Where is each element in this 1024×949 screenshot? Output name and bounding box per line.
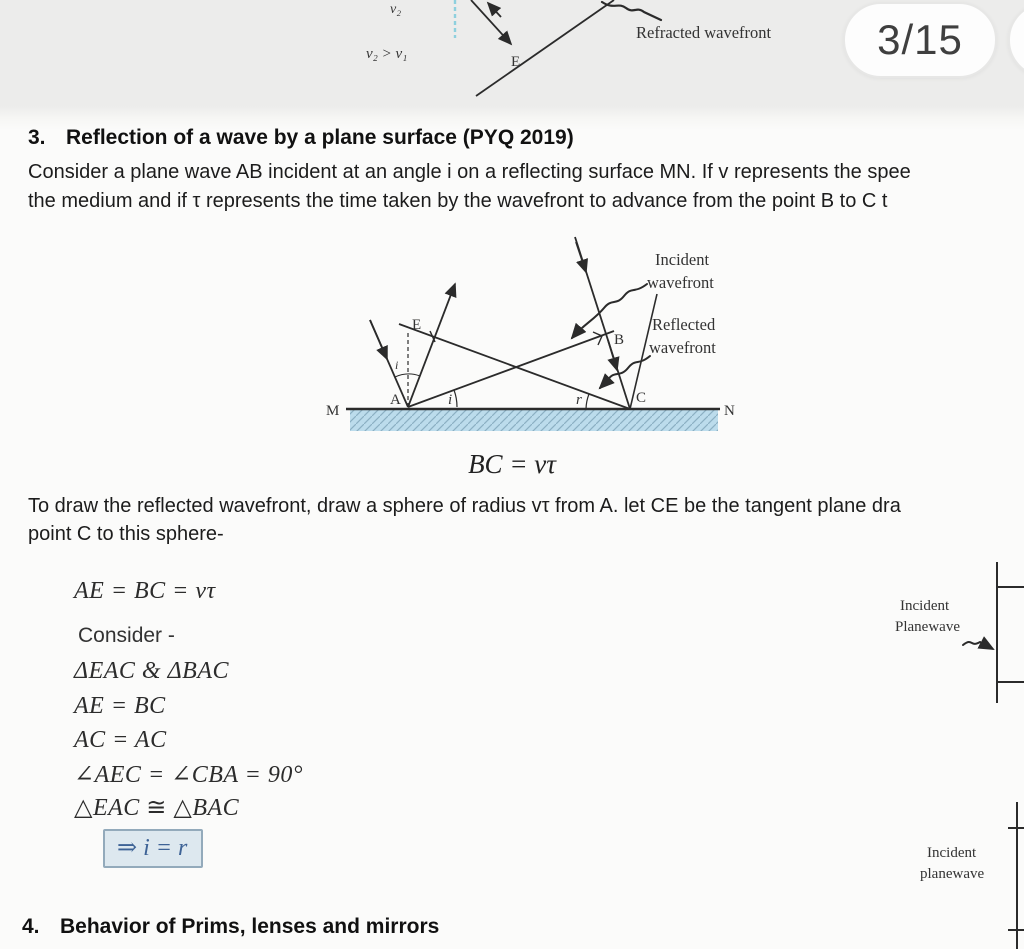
derivation-line: △EAC ≅ △BAC — [74, 795, 240, 821]
incident-wavefront-AB — [408, 331, 614, 407]
reflected-wavefront-CE — [399, 324, 630, 409]
label-C: C — [636, 390, 647, 406]
velocity-relation-label: v₂ > v₁ — [366, 46, 408, 62]
incident-planewave-label-2: planewave — [920, 866, 985, 882]
incident-wavefront-label-2: wavefront — [647, 273, 714, 292]
section4-title: Behavior of Prims, lenses and mirrors — [60, 915, 440, 938]
paragraph-line: To draw the reflected wavefront, draw a sphere of radius vτ from A. let CE be the tangent plane dra — [28, 495, 901, 517]
label-angle-i: i — [448, 392, 453, 408]
label-E: E — [412, 317, 422, 333]
reflected-ray-A — [408, 284, 455, 407]
section4-number: 4. — [22, 915, 40, 938]
incident-ray-BC-arrow1 — [576, 242, 586, 272]
refracted-ray-2 — [488, 3, 501, 17]
conclusion-text: ⇒ i = r — [117, 835, 188, 861]
squiggle-connector — [602, 2, 661, 20]
reflected-label-squiggle-arrow — [600, 356, 650, 388]
angle-r-arc — [586, 394, 589, 409]
reflection-diagram — [300, 232, 760, 447]
derivation-line: AC = AC — [74, 727, 167, 753]
label-N: N — [724, 403, 735, 419]
section3-heading — [28, 126, 574, 150]
incident-planewave-label-2: Planewave — [895, 619, 960, 635]
conclusion-box — [103, 829, 203, 868]
derivation-line: ∠AEC = ∠CBA = 90° — [74, 762, 303, 788]
page-indicator-pill-partial — [1008, 2, 1024, 78]
reflected-wavefront-label-1: Reflected — [652, 315, 716, 334]
paragraph-line: point C to this sphere- — [28, 523, 224, 545]
refracted-wavefront-line — [476, 0, 614, 96]
label-angle-r: r — [576, 392, 582, 408]
incident-label-squiggle-arrow — [572, 284, 647, 338]
page-indicator-pill — [843, 2, 997, 78]
label-B: B — [614, 332, 625, 348]
derivation-line: ΔEAC & ΔBAC — [74, 658, 229, 684]
derivation-line: AE = BC = vτ — [74, 578, 216, 604]
derivation-line: AE = BC — [74, 693, 166, 719]
squiggle — [963, 642, 980, 645]
direction-arrow — [980, 642, 993, 649]
incident-ray-A-arrow — [370, 320, 387, 359]
section4-heading — [22, 915, 439, 939]
label-A: A — [390, 392, 401, 408]
section3-number: 3. — [28, 126, 46, 149]
point-e-label: E — [511, 54, 521, 70]
incident-planewave-fragment-upper — [880, 545, 1024, 725]
refraction-diagram-fragment — [330, 0, 830, 100]
page-indicator-text: 3/15 — [877, 16, 963, 63]
section3-title: Reflection of a wave by a plane surface (PYQ 2019) — [66, 126, 574, 149]
v2-label: v₂ — [390, 2, 402, 17]
label-M: M — [326, 403, 340, 419]
paragraph-line: the medium and if τ represents the time taken by the wavefront to advance from the point B to C t — [28, 190, 888, 212]
label-angle-i-small: i — [395, 358, 399, 372]
refracted-wavefront-label: Refracted wavefront — [636, 23, 772, 42]
derivation-line: Consider - — [78, 624, 175, 647]
surface-hatch-lines — [350, 410, 718, 431]
incident-planewave-fragment-lower — [880, 780, 1024, 949]
angle-i-arc — [454, 390, 457, 407]
paragraph-line: Consider a plane wave AB incident at an angle i on a reflecting surface MN. If v represents the spee — [28, 161, 911, 183]
incident-planewave-label-1: Incident — [900, 598, 950, 614]
equation-bc-vt: BC = vτ — [468, 449, 556, 479]
incident-planewave-label-1: Incident — [927, 845, 977, 861]
incident-wavefront-label-1: Incident — [655, 250, 710, 269]
reflected-wavefront-label-2: wavefront — [649, 338, 716, 357]
